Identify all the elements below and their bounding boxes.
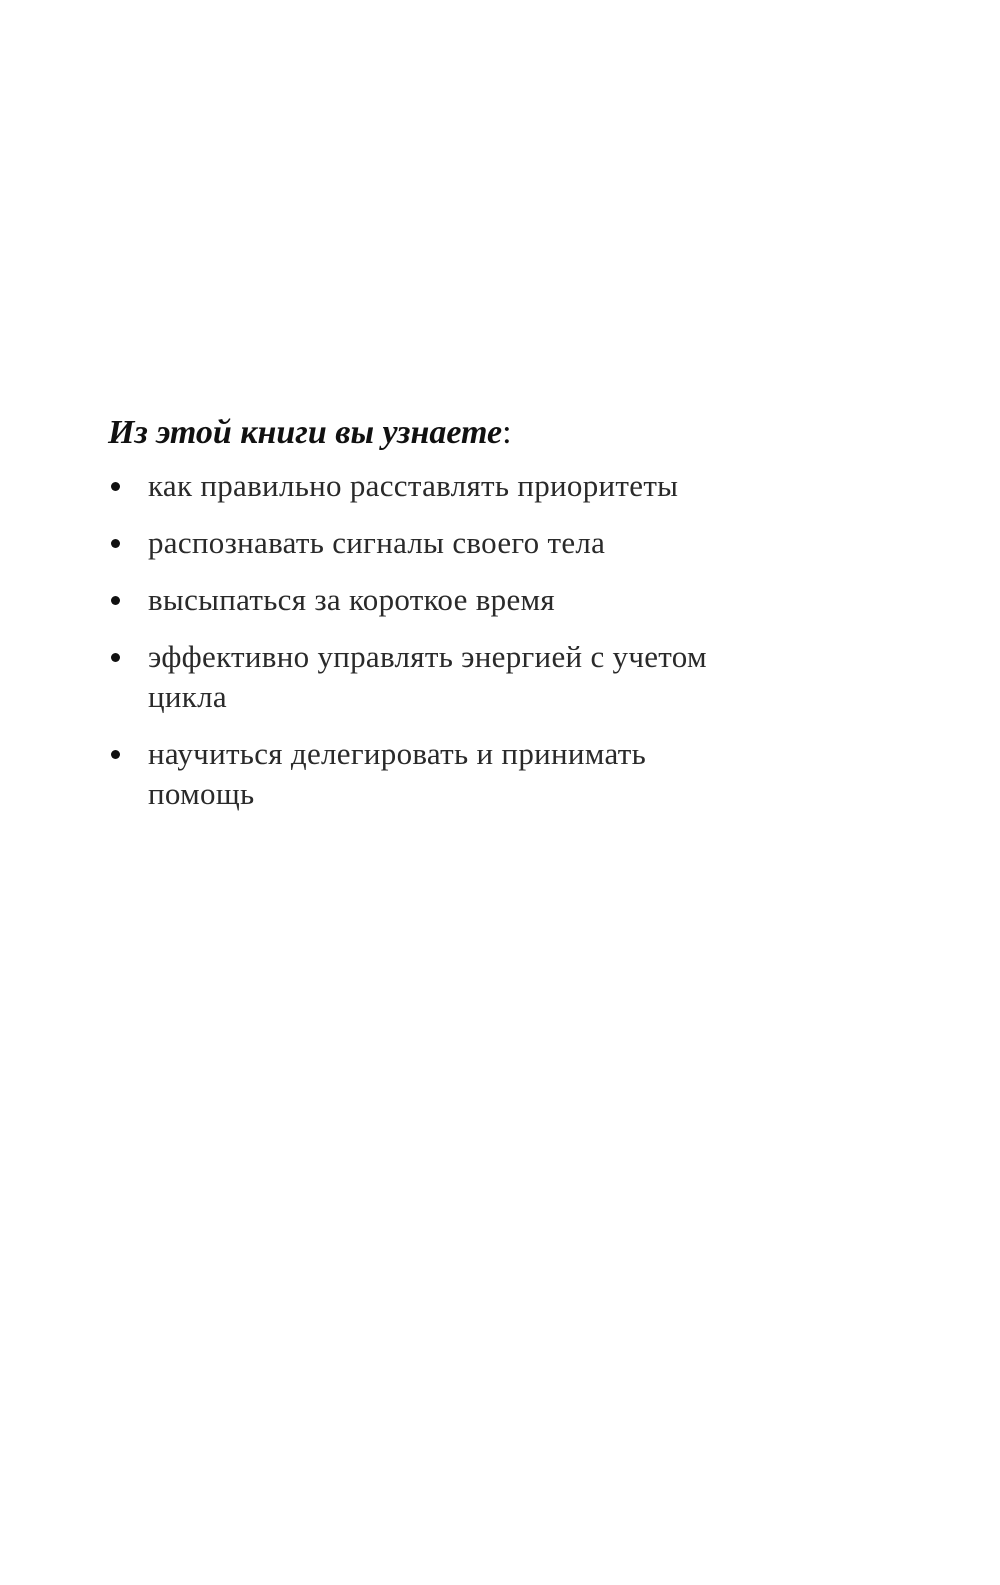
list-item-text-line-2: цикла	[148, 679, 227, 714]
list-item-text: высыпаться за короткое время	[148, 582, 555, 617]
bullet-icon	[111, 482, 120, 491]
list-item	[108, 523, 808, 563]
list-item	[108, 734, 808, 814]
list-item-text-line-1: эффективно управлять энергией с учетом	[148, 639, 707, 674]
page-content	[108, 408, 808, 831]
list-item-text-line-1: научиться делегировать и принимать	[148, 736, 647, 771]
heading-text: Из этой книги вы узнаете	[108, 414, 503, 451]
list-item	[108, 637, 808, 717]
heading-colon: :	[502, 414, 512, 451]
bullet-icon	[111, 653, 120, 662]
list-item-text-line-2: помощь	[148, 776, 255, 811]
bullet-icon	[111, 750, 120, 759]
learning-points-list	[108, 466, 808, 814]
list-item-text: как правильно расставлять приоритеты	[148, 468, 679, 503]
list-item-text: распознавать сигналы своего тела	[148, 525, 606, 560]
list-item	[108, 580, 808, 620]
list-item	[108, 466, 808, 506]
section-heading	[108, 408, 808, 458]
bullet-icon	[111, 596, 120, 605]
bullet-icon	[111, 539, 120, 548]
